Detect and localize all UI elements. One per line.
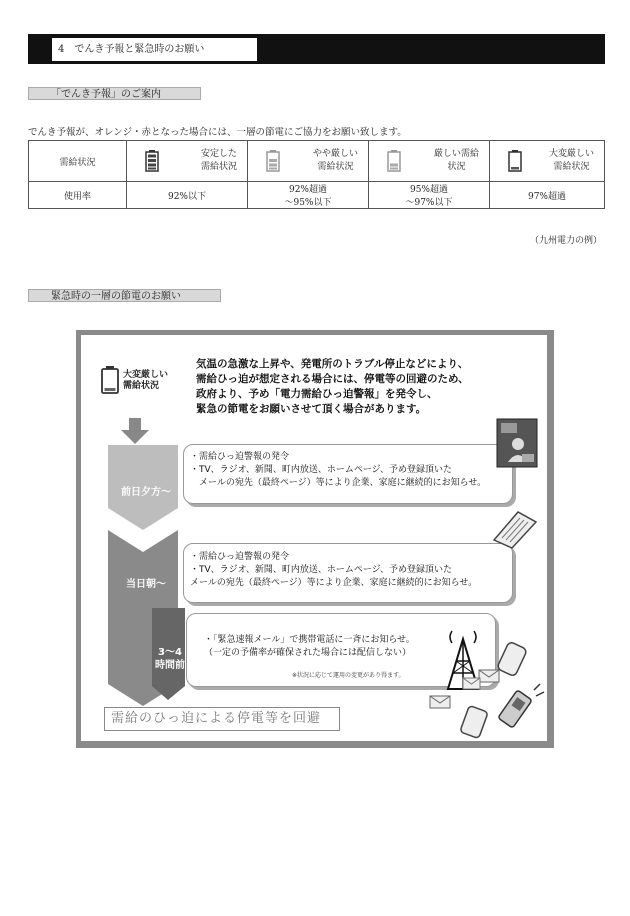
section-label-forecast: 「でんき予報」のご案内 — [28, 87, 201, 100]
table-row-status — [29, 141, 605, 182]
step-label-line: 時間前 — [155, 660, 185, 671]
level-name-line: 需給状況 — [553, 162, 590, 172]
rate-line: ～95%以下 — [284, 198, 332, 208]
level-name-line: 需給状況 — [317, 162, 354, 172]
level-cell — [248, 141, 369, 182]
phone-and-mail-icon — [428, 690, 492, 740]
rate-cell: 97%超過 — [490, 182, 605, 209]
rate-cell — [248, 182, 369, 209]
row-header-status: 需給状況 — [29, 141, 127, 182]
level-name-line: 安定した — [200, 149, 237, 159]
step-line: ・「緊急速報メール」で携帯電話に一斉にお知らせ。 — [204, 635, 415, 645]
step-line: （一定の予備率が確保された場合には配信しない） — [204, 648, 412, 658]
rate-line: ～97%以下 — [405, 198, 453, 208]
headline-line: 気温の急激な上昇や、発電所のトラブル停止などにより、 — [196, 358, 469, 370]
down-arrow-icon — [121, 418, 149, 444]
step-line: ・TV、ラジオ、新聞、町内放送、ホームページ、予め登録頂いた — [190, 565, 452, 575]
credit-note: （九州電力の例） — [529, 236, 602, 246]
forecast-table — [28, 140, 605, 209]
level-name-line: 需給状況 — [200, 162, 237, 172]
level-cell — [369, 141, 490, 182]
headline-line: 緊急の節電をお願いさせて頂く場合があります。 — [196, 403, 427, 415]
step-line: ・TV、ラジオ、新聞、町内放送、ホームページ、予め登録頂いた — [190, 465, 452, 475]
crisis-label-line: 大変厳しい — [123, 370, 169, 380]
newspaper-icon — [492, 510, 538, 550]
rate-line: 92%超過 — [288, 185, 327, 195]
battery-low-icon — [387, 150, 401, 172]
operation-note: ※状況に応じて運用の変更があり得ます。 — [292, 672, 405, 679]
battery-full-icon — [145, 150, 159, 172]
level-cell — [490, 141, 605, 182]
level-name-line: 厳しい需給 — [433, 149, 479, 159]
level-cell — [127, 141, 248, 182]
level-name-line: 大変厳しい — [548, 149, 594, 159]
step-label-hours-before — [152, 646, 188, 672]
step-text-morning — [190, 551, 477, 590]
rate-line: 95%超過 — [409, 185, 448, 195]
conclusion-banner: 需給のひっ迫による停電等を回避 — [104, 707, 340, 731]
row-header-rate: 使用率 — [29, 182, 127, 209]
crisis-label-line: 需給状況 — [123, 381, 160, 391]
intro-text: でんき予報が、オレンジ・赤となった場合には、一層の節電にご協力をお願い致します。 — [28, 127, 407, 138]
headline-line: 需給ひっ迫が想定される場合には、停電等の回避のため、 — [196, 373, 469, 385]
tv-broadcast-icon — [496, 418, 538, 468]
rate-cell: 92%以下 — [127, 182, 248, 209]
rate-cell — [369, 182, 490, 209]
step-label-line: 3～4 — [158, 647, 182, 658]
table-row-rate — [29, 182, 605, 209]
page-title: 4 でんき予報と緊急時のお願い — [52, 38, 257, 61]
mobile-phones-icon — [486, 640, 546, 736]
battery-medium-icon — [266, 150, 280, 172]
headline-line: 政府より、予め「電力需給ひっ迫警報」を発令し、 — [196, 388, 438, 400]
step-label-evening: 前日夕方～ — [121, 487, 171, 498]
mail-icon — [462, 676, 482, 692]
battery-empty-icon — [508, 150, 522, 172]
battery-empty-icon — [100, 365, 120, 395]
level-name-line: やや厳しい — [312, 149, 358, 159]
section-label-emergency: 緊急時の一層の節電のお願い — [28, 289, 221, 302]
step-text-evening — [190, 451, 486, 490]
level-name-line: 状況 — [447, 162, 466, 172]
step-text-hours-before — [204, 634, 415, 660]
emergency-headline — [196, 357, 541, 417]
step-line: ・需給ひっ迫警報の発令 — [190, 452, 290, 462]
step-line: メールの宛先（最終ページ）等により企業、家庭に継続的にお知らせ。 — [190, 578, 478, 588]
step-line: ・需給ひっ迫警報の発令 — [190, 552, 290, 562]
step-line: メールの宛先（最終ページ）等により企業、家庭に継続的にお知らせ。 — [190, 478, 487, 488]
step-label-morning: 当日朝～ — [126, 579, 166, 590]
crisis-label — [123, 370, 168, 392]
